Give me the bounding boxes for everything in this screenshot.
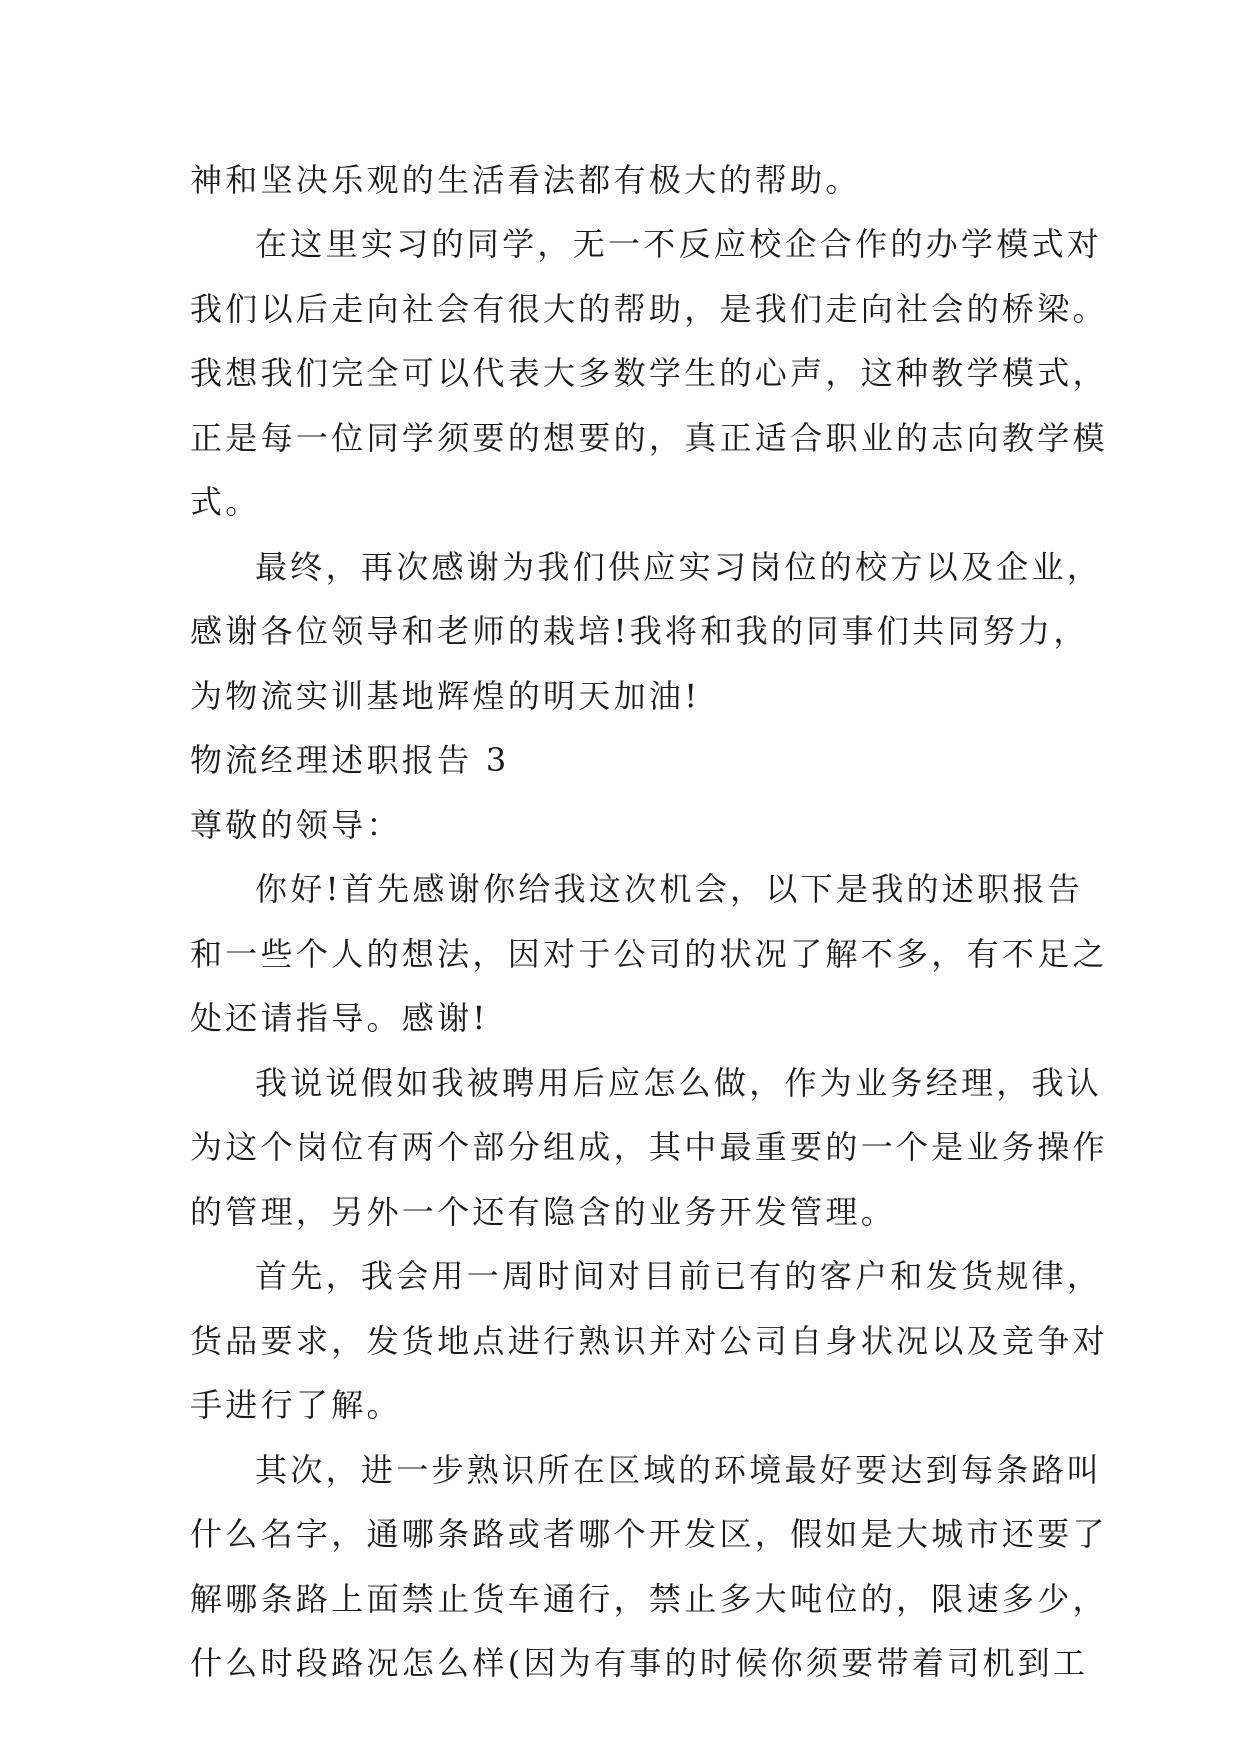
- text-line: 货品要求，发货地点进行熟识并对公司自身状况以及竞争对: [190, 1322, 1108, 1360]
- section-heading: 物流经理述职报告 3: [190, 741, 510, 779]
- text-line: 式。: [190, 483, 261, 521]
- text-line: 手进行了解。: [190, 1386, 402, 1424]
- salutation: 尊敬的领导：: [190, 806, 402, 844]
- text-line: 什么名字，通哪条路或者哪个开发区，假如是大城市还要了: [190, 1515, 1108, 1553]
- paragraph-start-line: 在这里实习的同学，无一不反应校企合作的办学模式对: [255, 225, 1103, 263]
- paragraph-start-line: 我说说假如我被聘用后应怎么做，作为业务经理，我认: [255, 1064, 1103, 1102]
- text-line: 我们以后走向社会有很大的帮助，是我们走向社会的桥梁。: [190, 290, 1108, 328]
- paragraph-start-line: 最终，再次感谢为我们供应实习岗位的校方以及企业，: [255, 548, 1103, 586]
- paragraph-start-line: 你好!首先感谢你给我这次机会，以下是我的述职报告: [255, 870, 1084, 908]
- text-line: 和一些个人的想法，因对于公司的状况了解不多，有不足之: [190, 935, 1108, 973]
- paragraph-start-line: 其次，进一步熟识所在区域的环境最好要达到每条路叫: [255, 1451, 1103, 1489]
- text-line: 为这个岗位有两个部分组成，其中最重要的一个是业务操作: [190, 1128, 1108, 1166]
- text-line: 正是每一位同学须要的想要的，真正适合职业的志向教学模: [190, 419, 1108, 457]
- paragraph-start-line: 首先，我会用一周时间对目前已有的客户和发货规律，: [255, 1257, 1103, 1295]
- text-line: 为物流实训基地辉煌的明天加油!: [190, 677, 701, 715]
- text-line: 感谢各位领导和老师的栽培!我将和我的同事们共同努力，: [190, 612, 1089, 650]
- text-line: 我想我们完全可以代表大多数学生的心声，这种教学模式，: [190, 354, 1108, 392]
- text-line: 神和坚决乐观的生活看法都有极大的帮助。: [190, 161, 861, 199]
- text-line: 的管理，另外一个还有隐含的业务开发管理。: [190, 1193, 897, 1231]
- text-line: 解哪条路上面禁止货车通行，禁止多大吨位的，限速多少，: [190, 1580, 1108, 1618]
- text-line: 什么时段路况怎么样(因为有事的时候你须要带着司机到工: [190, 1644, 1089, 1682]
- text-line: 处还请指导。感谢!: [190, 999, 489, 1037]
